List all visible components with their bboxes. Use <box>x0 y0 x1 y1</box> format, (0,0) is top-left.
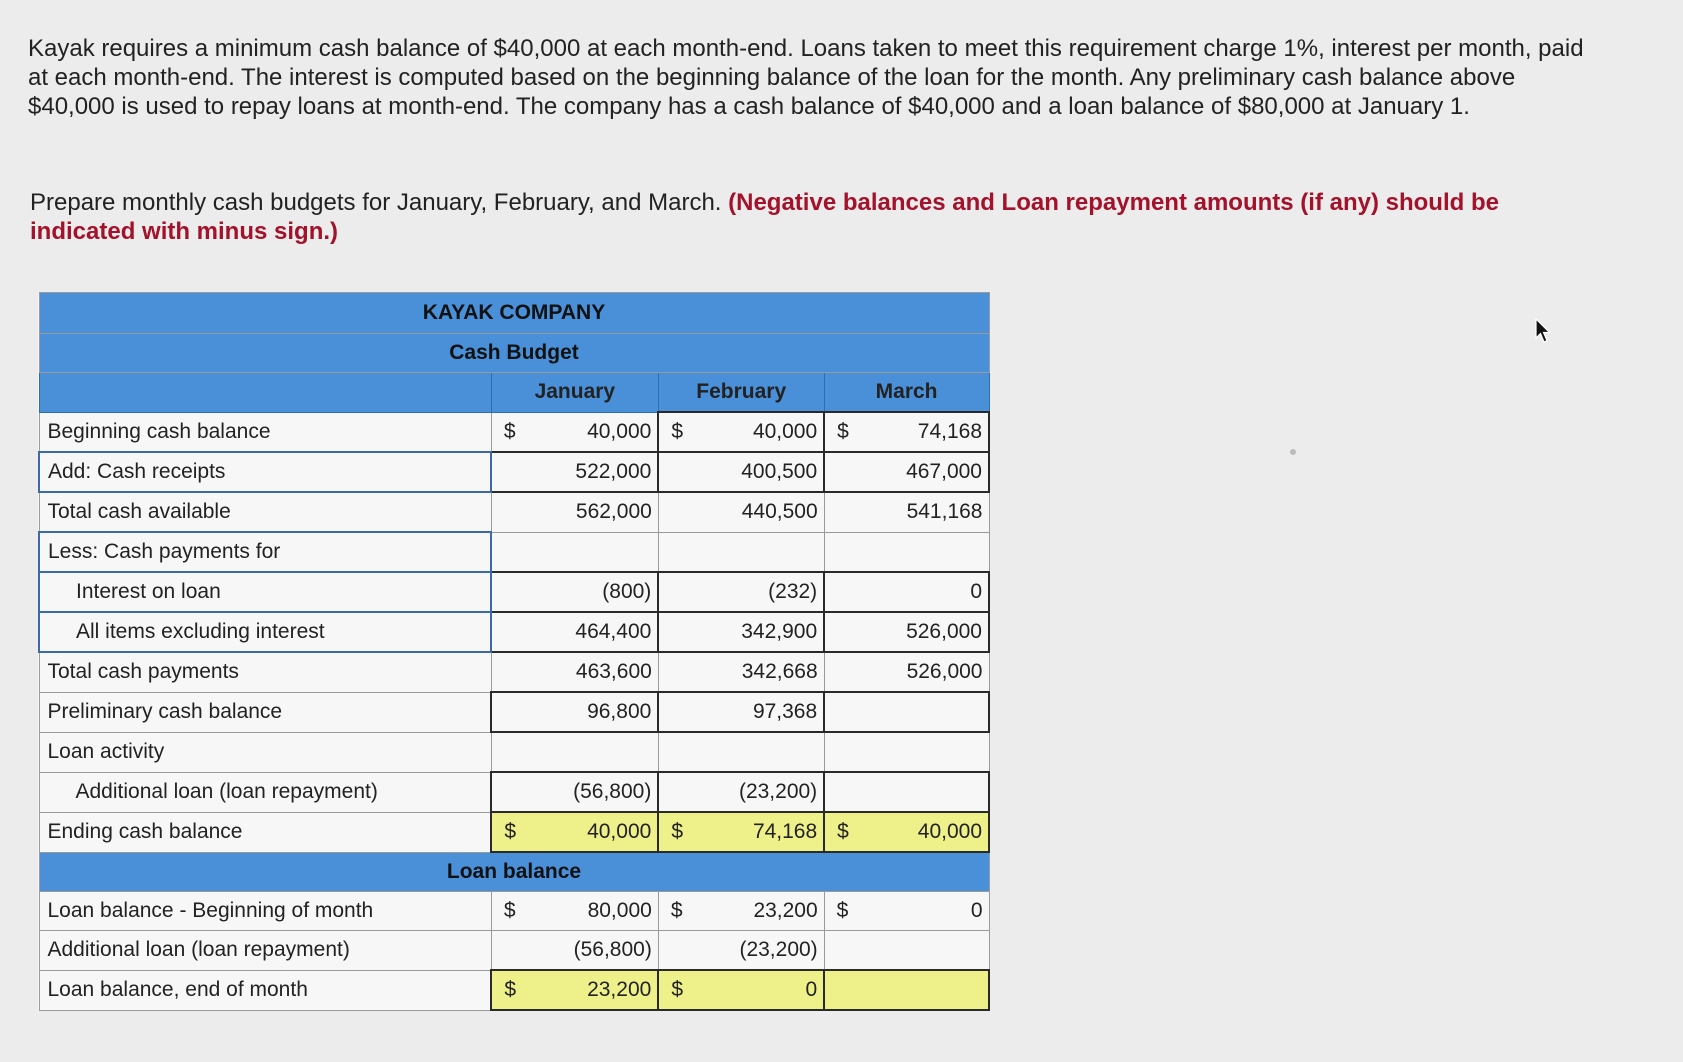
value: 74,168 <box>752 820 818 843</box>
total-available-mar <box>824 492 989 532</box>
row-loan-end <box>39 970 989 1010</box>
preliminary-mar-input[interactable] <box>824 692 989 732</box>
receipts-mar-input[interactable] <box>824 452 989 492</box>
loan-begin-jan <box>491 892 658 931</box>
row-label: Loan balance, end of month <box>39 970 491 1010</box>
row-label: Loan balance - Beginning of month <box>39 892 491 931</box>
company-name: KAYAK COMPANY <box>39 293 989 334</box>
loan-additional-feb <box>658 931 824 971</box>
value: 440,500 <box>741 500 818 524</box>
row-ending-cash <box>39 812 989 852</box>
dollar-sign: $ <box>503 419 516 443</box>
mouse-pointer-icon <box>1535 318 1551 344</box>
loan-end-mar-input[interactable] <box>824 970 989 1010</box>
value: 342,668 <box>741 660 818 683</box>
row-less-payments <box>39 532 989 572</box>
row-preliminary <box>39 692 989 732</box>
dollar-sign: $ <box>837 420 849 443</box>
value: 74,168 <box>917 420 982 443</box>
row-label[interactable]: Add: Cash receipts <box>39 452 491 492</box>
row-beginning-cash <box>39 412 989 452</box>
additional-loan-jan-input[interactable] <box>491 772 658 812</box>
value: (800) <box>602 580 652 603</box>
empty-cell <box>491 532 658 572</box>
value: 562,000 <box>575 500 652 524</box>
row-total-available <box>39 492 989 532</box>
row-loan-activity <box>39 732 989 772</box>
value: 40,000 <box>917 820 982 843</box>
value: 467,000 <box>906 460 982 483</box>
row-total-payments <box>39 652 989 692</box>
receipts-feb-input[interactable] <box>658 452 824 492</box>
receipts-jan-input[interactable] <box>491 452 658 492</box>
additional-loan-mar-input[interactable] <box>824 772 989 812</box>
value: 463,600 <box>575 660 652 683</box>
row-label: Additional loan (loan repayment) <box>39 931 491 971</box>
row-label[interactable]: Interest on loan <box>39 572 491 612</box>
value: (23,200) <box>739 938 818 961</box>
interest-jan-input[interactable] <box>491 572 658 612</box>
all-items-mar-input[interactable] <box>824 612 989 652</box>
empty-cell <box>658 732 824 772</box>
month-header-january: January <box>491 373 658 413</box>
row-loan-additional <box>39 931 989 971</box>
row-label: Total cash payments <box>39 652 491 692</box>
total-available-jan <box>491 492 658 532</box>
month-header-february: February <box>658 373 824 413</box>
total-available-feb <box>658 492 824 532</box>
empty-cell <box>658 532 824 572</box>
value: (56,800) <box>573 780 652 803</box>
row-loan-begin <box>39 892 989 931</box>
loan-end-feb-input[interactable] <box>658 970 824 1010</box>
dollar-sign: $ <box>837 820 849 843</box>
interest-feb-input[interactable] <box>658 572 824 612</box>
month-header-march: March <box>824 373 989 413</box>
value: 541,168 <box>906 500 983 524</box>
problem-statement: Kayak requires a minimum cash balance of $40,000 at each month-end. Loans taken to meet this requirement charge 1%, interest per month, paid at each month-end. The interest is computed based on the beginning balance of the loan for the month. Any preliminary cash balance above $40,000 is used to repay loans at month-end. The company has a cash balance of $40,000 and a loan balance of $80,000 at January 1. <box>28 35 1584 120</box>
dollar-sign: $ <box>670 899 683 922</box>
preliminary-jan-input[interactable] <box>491 692 658 732</box>
loan-balance-title: Loan balance <box>39 852 989 892</box>
loan-begin-mar <box>824 892 989 931</box>
empty-cell <box>824 732 989 772</box>
task-note: (Negative balances and Loan repayment amounts (if any) should be indicated with minus sign.) <box>30 189 1499 245</box>
ending-jan-input[interactable] <box>491 812 658 852</box>
task-instructions <box>30 188 1590 246</box>
row-label: Additional loan (loan repayment) <box>39 772 491 812</box>
value: 464,400 <box>575 620 652 643</box>
value: 526,000 <box>906 620 982 643</box>
value: 0 <box>970 899 983 922</box>
value: 40,000 <box>752 420 818 443</box>
header-blank <box>39 373 491 413</box>
row-interest <box>39 572 989 612</box>
budget-title: Cash Budget <box>39 334 989 373</box>
row-label: Preliminary cash balance <box>39 692 491 732</box>
value: 23,200 <box>753 899 818 922</box>
preliminary-feb-input[interactable] <box>658 692 824 732</box>
loan-additional-jan <box>491 931 658 971</box>
row-label[interactable]: All items excluding interest <box>39 612 491 652</box>
all-items-feb-input[interactable] <box>658 612 824 652</box>
interest-mar-input[interactable] <box>824 572 989 612</box>
dollar-sign: $ <box>671 820 683 843</box>
beginning-jan-cell <box>491 412 658 452</box>
loan-begin-feb <box>658 892 824 931</box>
ending-feb-input[interactable] <box>658 812 824 852</box>
task-text: Prepare monthly cash budgets for January, February, and March. <box>30 189 722 216</box>
dollar-sign: $ <box>836 899 849 922</box>
empty-cell <box>824 532 989 572</box>
dollar-sign: $ <box>671 978 683 1001</box>
screen-dust-dot <box>1290 449 1296 455</box>
dollar-sign: $ <box>671 420 683 443</box>
value: 342,900 <box>741 620 818 643</box>
value: 96,800 <box>587 700 652 723</box>
total-payments-jan <box>491 652 658 692</box>
value: (56,800) <box>573 938 652 961</box>
value: 97,368 <box>752 700 818 723</box>
value: 522,000 <box>575 460 652 483</box>
dollar-sign: $ <box>504 978 517 1001</box>
row-label: Loan activity <box>39 732 491 772</box>
row-additional-loan <box>39 772 989 812</box>
row-label: Ending cash balance <box>39 812 491 852</box>
value: 0 <box>805 978 818 1001</box>
value: 23,200 <box>587 978 652 1001</box>
empty-cell <box>491 732 658 772</box>
value: 400,500 <box>741 460 818 483</box>
loan-end-jan-input[interactable] <box>491 970 658 1010</box>
dollar-sign: $ <box>503 899 516 922</box>
dollar-sign: $ <box>504 820 517 843</box>
value: (232) <box>768 580 818 603</box>
row-label: Beginning cash balance <box>39 412 491 452</box>
total-payments-feb <box>658 652 824 692</box>
value: 40,000 <box>587 419 652 443</box>
row-cash-receipts <box>39 452 989 492</box>
beginning-mar-input[interactable] <box>824 412 989 452</box>
row-label[interactable]: Less: Cash payments for <box>39 532 491 572</box>
additional-loan-feb-input[interactable] <box>658 772 824 812</box>
row-all-items <box>39 612 989 652</box>
cash-budget-table <box>38 292 990 1011</box>
value: 40,000 <box>587 820 652 843</box>
value: 0 <box>970 580 982 603</box>
value: 80,000 <box>587 899 652 922</box>
ending-mar-input[interactable] <box>824 812 989 852</box>
value: 526,000 <box>906 660 983 683</box>
value: (23,200) <box>738 780 818 803</box>
row-label: Total cash available <box>39 492 491 532</box>
all-items-jan-input[interactable] <box>491 612 658 652</box>
total-payments-mar <box>824 652 989 692</box>
loan-additional-mar <box>824 931 989 971</box>
beginning-feb-input[interactable] <box>658 412 824 452</box>
